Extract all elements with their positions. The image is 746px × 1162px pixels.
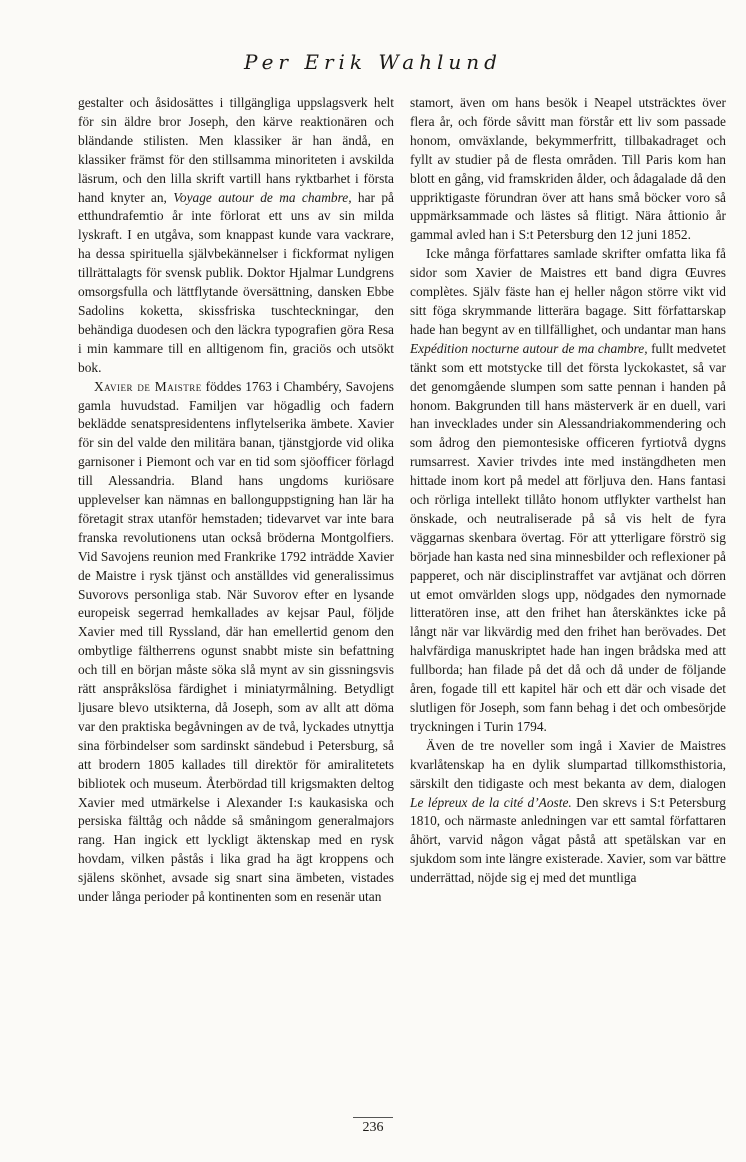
paragraph-text: gestalter och åsidosättes i tillgängliga uppslagsverk helt för sin äldre bror Joseph, den kärve reaktionären och bländande stilisten. Men klassiker är han ändå, en klassiker främst för den stillsamma minoriteten i avskilda läsrum, och den lilla skrift vartill hans ryktbarhet i första hand knyter an,	[78, 95, 394, 205]
paragraph	[78, 378, 394, 907]
paragraph-text: Den skrevs i S:t Petersburg 1810, och närmaste anledningen var ett samtal författaren åhört, varvid någon vågat påstå att spetälskan var en sjukdom som inte längre existerade. Xavier, som var bättre underrättad, nöjde sig ej med det muntliga	[410, 794, 726, 886]
paragraph	[78, 94, 394, 378]
person-name: Xavier de Maistre	[94, 378, 202, 394]
paragraph	[410, 94, 726, 245]
running-header: Per Erik Wahlund	[244, 50, 502, 74]
page-number: 236	[362, 1120, 384, 1135]
right-column	[410, 94, 726, 888]
page-number-rule	[353, 1117, 393, 1118]
book-title: Le lépreux de la cité d’Aoste.	[410, 794, 572, 810]
paragraph	[410, 737, 726, 888]
paragraph-text: Icke många författares samlade skrifter omfatta lika få sidor som Xavier de Maistres ett band digra Œuvres complètes. Själv fäste han ej heller någon större vikt vid sitt föga skrymmande litterära bagage. Sitt författarskap hade han begynt av en tillfällighet, och undantar man hans	[410, 246, 726, 337]
paragraph	[410, 245, 726, 737]
book-title: Voyage autour de ma chambre,	[173, 189, 352, 205]
paragraph-text: fullt medvetet tänkt som ett motstycke till det första lyckokastet, så var det genomgående slumpen som satte pennan i handen på honom. Bakgrunden till hans mästerverk är en duell, vari han invecklades under sin Alessandriakommendering och som ådrog den piemontesiske officeren fyrtiotvå dygns rumsarrest. Xavier trivdes inte med instängdheten men hittade inom kort på medel att förljuva den. Hans fantasi och rörliga intellekt tillåto honom utflykter varthelst han önskade, och neutraliserade på så vis helt de fyra väggarnas skenbara övertag. För att ytterligare förströ sig började han kasta ned sina minnesbilder och reflexioner på papperet, och när disciplinstraffet var avtjänat och dörren ut emot omvärlden slogs upp, nödgades den nymornade litteratören inse, att den frihet han återskänktes icke på långt när var likvärdig med den frihet han berövades. Det halvfärdiga manuskriptet hade han ingen brådska med att fullborda; han filade på det då och då under de följande åren, fogade till ett kapitel här och ett där och visade det slutligen för Joseph, som fann behag i det och ombesörjde tryckningen i Turin 1794.	[410, 340, 726, 734]
paragraph-text: föddes 1763 i Chambéry, Savojens gamla huvudstad. Familjen var högadlig och fadern beklädde senatspresidentens inflytelserika ämbete. Xavier för sin del valde den militära banan, tjänstgjorde vid olika garnisoner i Piemont och var en tid som sjöofficer förlagd till Alessandria. Bland hans ungdoms kuriösare upplevelser kan nämnas en ballonguppstigning han lär ha företagit strax utanför hemstaden; tidevarvet var inte bara franska revolutionens utan också bröderna Montgolfiers. Vid Savojens reunion med Frankrike 1792 inträdde Xavier de Maistre i rysk tjänst och anställdes vid generalissimus Suvorovs personliga stab. När Suvorov efter en lysande europeisk segerrad hemkallades av kejsar Paul, följde Xavier med till Ryssland, där han emellertid genom den ombytlige fältherrens ogunst snabbt miste sin befattning och till en början måste söka slå mynt av sin gissningsvis rätt anspråkslösa färdighet i miniatyrmålning. Betydligt ljusare blevo utsikterna, då Joseph, som av allt att döma var den praktiska begåvningen av de två, lyckades utnyttja sina förbindelser som sardinskt sändebud i Petersburg, så att brodern 1805 kallades till direktör för amiralitetets bibliotek och museum. Återbördad till krigsmakten deltog Xavier med utmärkelse i Alexander I:s kaukasiska och persiska fälttåg och nådde så småningom generalmajors rang. Han ingick ett lyckligt äktenskap med en rysk hovdam, vilken påstås i lika grad ha ägt kroppens och själens skönhet, avsade sig snart sina ämbeten, vistades under långa perioder på kontinenten som en resenär utan	[78, 378, 394, 905]
paragraph-text: har på etthundrafemtio år inte förlorat ett uns av sin milda lyskraft. I en utgåva, som knappast kunde vara vackrare, ha dessa spirituella självbekännelser i fickformat nyligen tillrättalagts för svensk publik. Doktor Hjalmar Lundgrens omsorgsfulla och lättflytande översättning, dansken Ebbe Sadolins koketta, skissfriska tuschteckningar, den behändiga duodesen och den läckra typografien göra Resa i min kammare till en alltigenom fin, graciös och utsökt bok.	[78, 189, 394, 375]
left-column	[78, 94, 394, 907]
paragraph-text: Även de tre noveller som ingå i Xavier de Maistres kvarlåtenskap ha en dylik slumpartad tillkomsthistoria, särskilt den tidigaste och mest bekanta av dem, dialogen	[410, 737, 726, 791]
book-title: Expédition nocturne autour de ma chambre,	[410, 340, 648, 356]
paragraph-text: stamort, även om hans besök i Neapel utsträcktes över flera år, och förde såvitt man förstår ett liv som passade honom, omväxlande, bekymmerfritt, tillbakadraget och fyllt av studier på de flesta områden. Till Paris kom han blott en gång, vid framskriden ålder, och ådagalade då den uppriktigaste förundran över att hans små böcker voro så uppmärksammade och lästes så flitigt. Nära åttionio år gammal avled han i S:t Petersburg den 12 juni 1852.	[410, 95, 726, 243]
